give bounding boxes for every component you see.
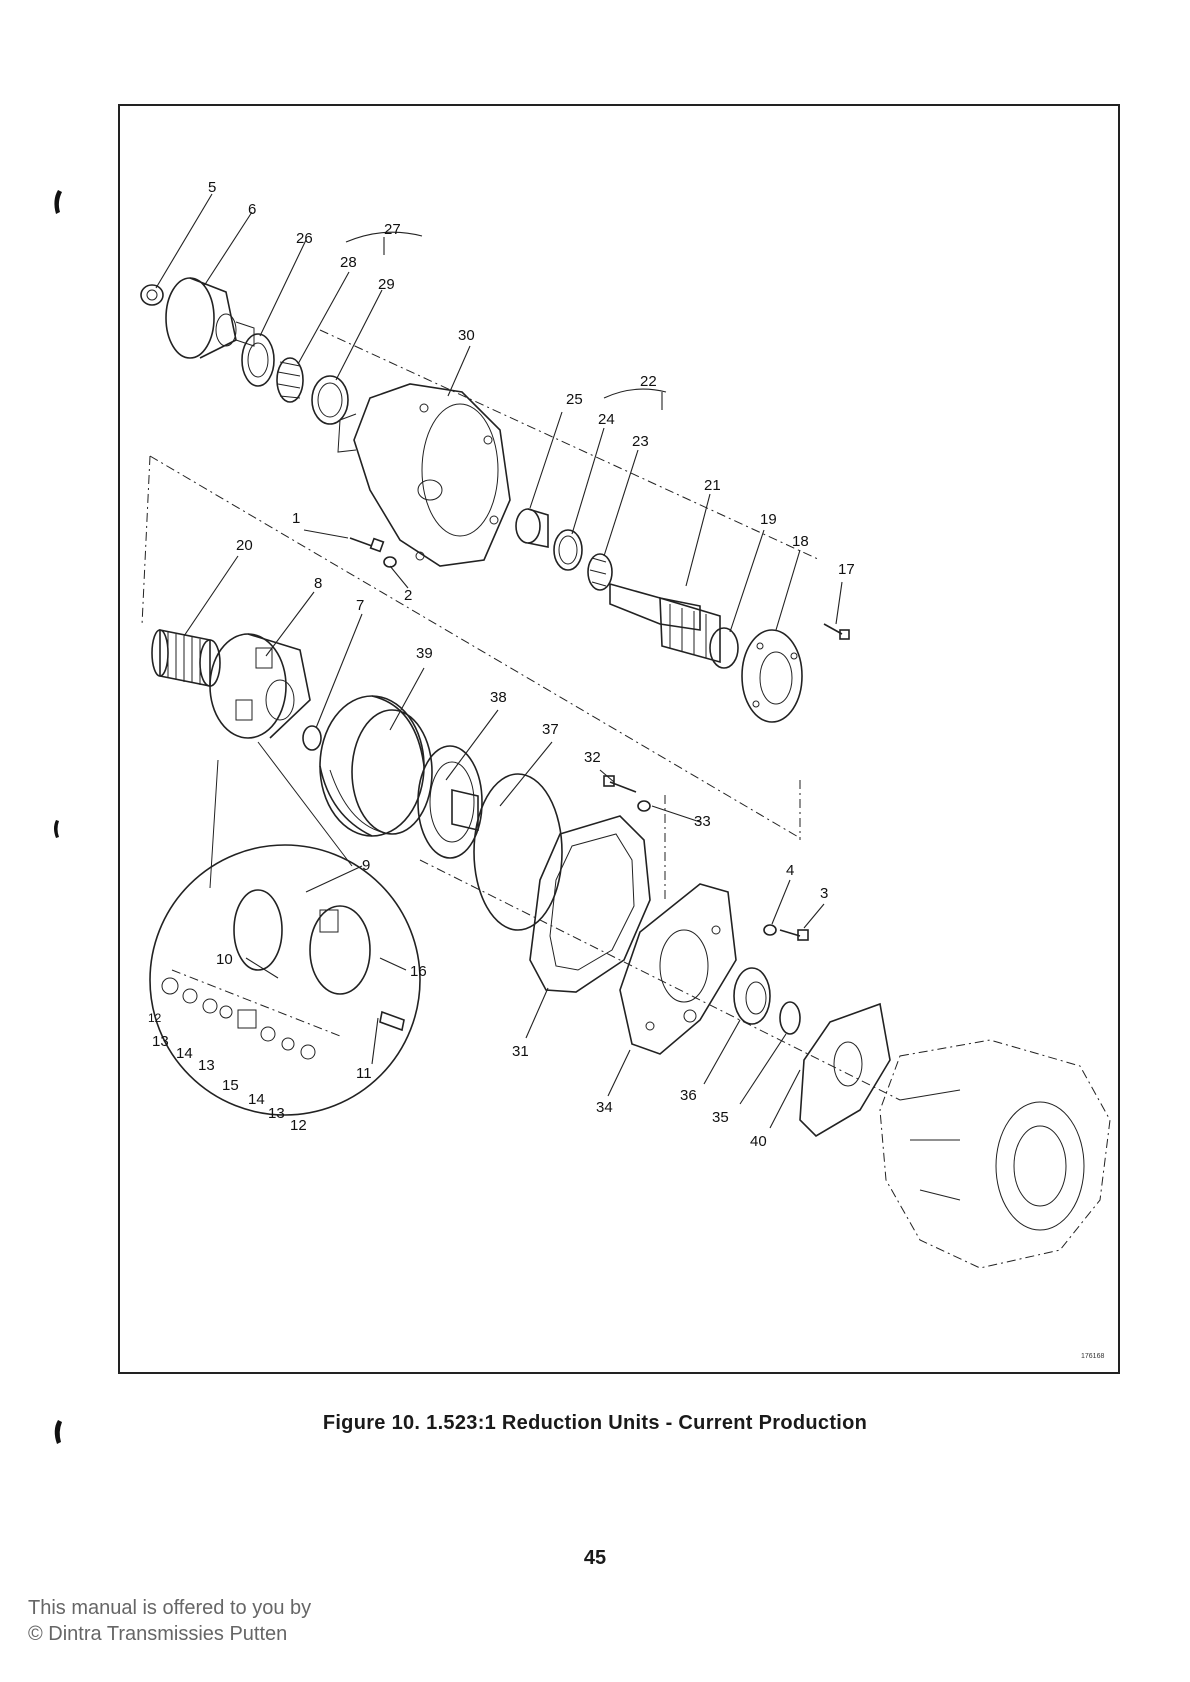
part-40-gasket <box>800 1004 890 1136</box>
callout-34: 34 <box>596 1099 613 1116</box>
callout-25: 25 <box>566 391 583 408</box>
callout-11: 11 <box>356 1065 372 1082</box>
callout-21: 21 <box>704 477 721 494</box>
callout-14-right: 14 <box>248 1091 265 1108</box>
part-36-oil-seal <box>734 968 770 1024</box>
callout-27: 27 <box>384 221 401 238</box>
part-8-planet-carrier <box>210 634 310 738</box>
part-35-o-ring <box>780 1002 800 1034</box>
callout-31: 31 <box>512 1043 529 1060</box>
figure-caption: Figure 10. 1.523:1 Reduction Units - Current Production <box>322 1412 868 1434</box>
callout-18: 18 <box>792 533 809 550</box>
callout-39: 39 <box>416 645 433 662</box>
footer-line-1: This manual is offered to you by <box>28 1597 312 1619</box>
callout-23: 23 <box>632 433 649 450</box>
part-5-nut <box>141 285 163 305</box>
callout-2: 2 <box>404 587 413 604</box>
part-18-retainer <box>742 630 802 722</box>
callout-9: 9 <box>362 857 371 874</box>
part-33-washer <box>638 801 650 811</box>
footer <box>28 1595 311 1647</box>
callout-12-left: 12 <box>148 1011 162 1025</box>
part-1-bolt <box>350 538 383 551</box>
callout-30: 30 <box>458 327 475 344</box>
part-34-adapter-plate <box>620 884 736 1054</box>
callout-36: 36 <box>680 1087 697 1104</box>
margin-marks <box>54 190 62 1444</box>
callout-28: 28 <box>340 254 357 271</box>
part-25-sleeve <box>516 509 548 547</box>
callout-40: 40 <box>750 1133 767 1150</box>
callout-32: 32 <box>584 749 601 766</box>
callout-12-right: 12 <box>290 1117 307 1134</box>
callout-24: 24 <box>598 411 615 428</box>
part-23-cone <box>588 554 612 590</box>
part-17-bolt <box>824 624 849 639</box>
footer-line-2: © Dintra Transmissies Putten <box>28 1623 288 1645</box>
callout-15: 15 <box>222 1077 239 1094</box>
part-37-snap-ring <box>474 774 562 930</box>
callout-8: 8 <box>314 575 323 592</box>
part-39-ring-gear <box>320 696 432 836</box>
part-30-housing <box>338 384 510 566</box>
transmission-outline <box>880 1040 1110 1268</box>
part-7-snap-ring <box>303 726 321 750</box>
callout-3: 3 <box>820 885 829 902</box>
part-21-shaft <box>610 584 720 662</box>
page-number: 45 <box>583 1547 607 1569</box>
figure-code: 176168 <box>1081 1353 1105 1360</box>
callout-16: 16 <box>410 963 427 980</box>
callout-7: 7 <box>356 597 365 614</box>
assembly-axis-lines <box>142 330 900 1100</box>
callout-37: 37 <box>542 721 559 738</box>
callout-10: 10 <box>216 951 233 968</box>
part-19-snap-ring <box>710 628 738 668</box>
part-28-bearing-cone <box>277 358 303 402</box>
part-2-washer <box>384 557 396 567</box>
callout-13-right: 13 <box>268 1105 285 1122</box>
callout-20: 20 <box>236 537 253 554</box>
part-3-bolt <box>780 930 808 940</box>
part-32-bolt <box>604 776 636 792</box>
callout-17: 17 <box>838 561 855 578</box>
callout-33: 33 <box>694 813 711 830</box>
part-29-bearing-cup <box>312 376 348 424</box>
callout-1: 1 <box>292 510 301 527</box>
callout-5: 5 <box>208 179 217 196</box>
callout-19: 19 <box>760 511 777 528</box>
callout-35: 35 <box>712 1109 729 1126</box>
callout-22: 22 <box>640 373 657 390</box>
callout-13-left: 13 <box>152 1033 169 1050</box>
part-24-cup <box>554 530 582 570</box>
callout-13-mid: 13 <box>198 1057 215 1074</box>
callout-4: 4 <box>786 862 795 879</box>
part-26-seal <box>242 334 274 386</box>
part-4-washer <box>764 925 776 935</box>
callout-labels <box>148 179 855 1150</box>
callout-38: 38 <box>490 689 507 706</box>
callout-14-left: 14 <box>176 1045 193 1062</box>
callout-29: 29 <box>378 276 395 293</box>
callout-26: 26 <box>296 230 313 247</box>
callout-6: 6 <box>248 201 257 218</box>
part-6-flange <box>166 278 254 358</box>
